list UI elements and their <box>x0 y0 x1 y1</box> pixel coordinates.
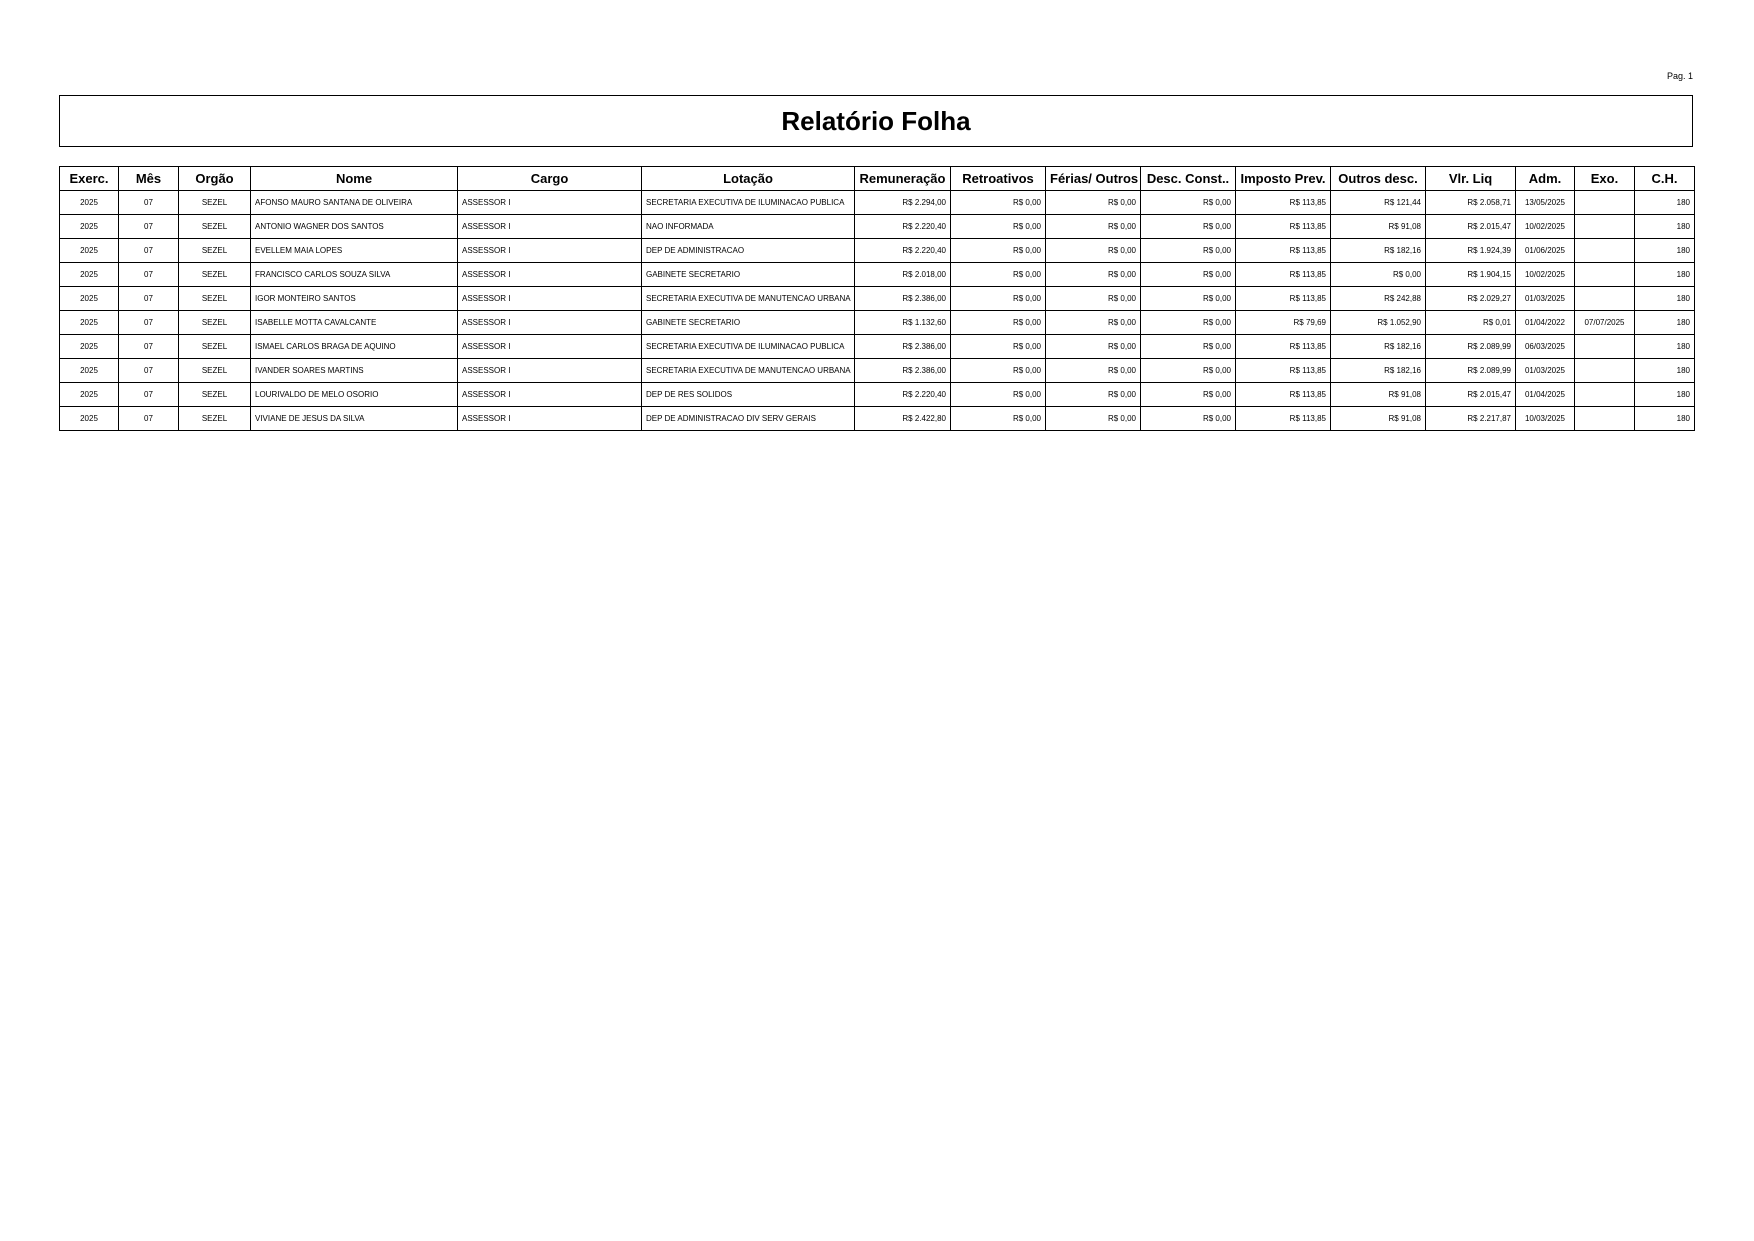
cell-ch: 180 <box>1635 335 1695 359</box>
cell-exerc: 2025 <box>60 239 119 263</box>
cell-imposto-prev: R$ 113,85 <box>1236 335 1331 359</box>
cell-retroativos: R$ 0,00 <box>951 215 1046 239</box>
cell-cargo: ASSESSOR I <box>458 383 642 407</box>
cell-ferias-outros: R$ 0,00 <box>1046 383 1141 407</box>
cell-ferias-outros: R$ 0,00 <box>1046 335 1141 359</box>
table-row <box>60 383 1695 407</box>
report-title: Relatório Folha <box>781 105 971 136</box>
cell-exerc: 2025 <box>60 215 119 239</box>
cell-cargo: ASSESSOR I <box>458 335 642 359</box>
cell-cargo: ASSESSOR I <box>458 263 642 287</box>
cell-ferias-outros: R$ 0,00 <box>1046 311 1141 335</box>
cell-remuneracao: R$ 2.220,40 <box>855 239 951 263</box>
cell-orgao: SEZEL <box>179 311 251 335</box>
table-row <box>60 263 1695 287</box>
cell-lotacao: SECRETARIA EXECUTIVA DE MANUTENCAO URBANA <box>642 359 855 383</box>
cell-adm: 10/02/2025 <box>1516 263 1575 287</box>
cell-imposto-prev: R$ 113,85 <box>1236 359 1331 383</box>
cell-exo: 07/07/2025 <box>1575 311 1635 335</box>
cell-retroativos: R$ 0,00 <box>951 359 1046 383</box>
cell-mes: 07 <box>119 215 179 239</box>
cell-outros-desc: R$ 1.052,90 <box>1331 311 1426 335</box>
cell-retroativos: R$ 0,00 <box>951 191 1046 215</box>
cell-retroativos: R$ 0,00 <box>951 311 1046 335</box>
cell-orgao: SEZEL <box>179 239 251 263</box>
cell-vlr-liq: R$ 0,01 <box>1426 311 1516 335</box>
cell-lotacao: DEP DE ADMINISTRACAO <box>642 239 855 263</box>
cell-retroativos: R$ 0,00 <box>951 239 1046 263</box>
cell-lotacao: NAO INFORMADA <box>642 215 855 239</box>
cell-remuneracao: R$ 1.132,60 <box>855 311 951 335</box>
cell-mes: 07 <box>119 239 179 263</box>
cell-nome: VIVIANE DE JESUS DA SILVA <box>251 407 458 431</box>
cell-nome: FRANCISCO CARLOS SOUZA SILVA <box>251 263 458 287</box>
cell-orgao: SEZEL <box>179 191 251 215</box>
cell-remuneracao: R$ 2.386,00 <box>855 287 951 311</box>
cell-lotacao: DEP DE RES SOLIDOS <box>642 383 855 407</box>
cell-adm: 01/04/2025 <box>1516 383 1575 407</box>
cell-retroativos: R$ 0,00 <box>951 383 1046 407</box>
cell-imposto-prev: R$ 113,85 <box>1236 191 1331 215</box>
cell-cargo: ASSESSOR I <box>458 311 642 335</box>
cell-ch: 180 <box>1635 311 1695 335</box>
cell-cargo: ASSESSOR I <box>458 287 642 311</box>
cell-remuneracao: R$ 2.018,00 <box>855 263 951 287</box>
cell-imposto-prev: R$ 113,85 <box>1236 263 1331 287</box>
cell-nome: EVELLEM MAIA LOPES <box>251 239 458 263</box>
cell-remuneracao: R$ 2.386,00 <box>855 335 951 359</box>
header-adm: Adm. <box>1516 167 1575 191</box>
cell-ch: 180 <box>1635 287 1695 311</box>
cell-exerc: 2025 <box>60 311 119 335</box>
cell-outros-desc: R$ 182,16 <box>1331 335 1426 359</box>
table-row <box>60 215 1695 239</box>
cell-desc-const: R$ 0,00 <box>1141 383 1236 407</box>
cell-orgao: SEZEL <box>179 407 251 431</box>
cell-retroativos: R$ 0,00 <box>951 263 1046 287</box>
cell-mes: 07 <box>119 359 179 383</box>
header-remuneracao: Remuneração <box>855 167 951 191</box>
cell-outros-desc: R$ 182,16 <box>1331 359 1426 383</box>
cell-adm: 01/06/2025 <box>1516 239 1575 263</box>
cell-vlr-liq: R$ 2.058,71 <box>1426 191 1516 215</box>
table-header-row <box>60 167 1695 191</box>
table-row <box>60 239 1695 263</box>
cell-orgao: SEZEL <box>179 215 251 239</box>
cell-vlr-liq: R$ 2.015,47 <box>1426 383 1516 407</box>
cell-mes: 07 <box>119 191 179 215</box>
cell-vlr-liq: R$ 1.904,15 <box>1426 263 1516 287</box>
header-vlr-liq: Vlr. Liq <box>1426 167 1516 191</box>
cell-ferias-outros: R$ 0,00 <box>1046 215 1141 239</box>
cell-remuneracao: R$ 2.294,00 <box>855 191 951 215</box>
cell-ferias-outros: R$ 0,00 <box>1046 407 1141 431</box>
cell-outros-desc: R$ 121,44 <box>1331 191 1426 215</box>
cell-vlr-liq: R$ 2.015,47 <box>1426 215 1516 239</box>
cell-exerc: 2025 <box>60 191 119 215</box>
cell-vlr-liq: R$ 2.029,27 <box>1426 287 1516 311</box>
cell-ferias-outros: R$ 0,00 <box>1046 287 1141 311</box>
cell-desc-const: R$ 0,00 <box>1141 407 1236 431</box>
cell-outros-desc: R$ 91,08 <box>1331 215 1426 239</box>
cell-exo <box>1575 407 1635 431</box>
cell-exo <box>1575 335 1635 359</box>
cell-desc-const: R$ 0,00 <box>1141 287 1236 311</box>
cell-vlr-liq: R$ 2.089,99 <box>1426 335 1516 359</box>
cell-mes: 07 <box>119 383 179 407</box>
cell-imposto-prev: R$ 113,85 <box>1236 239 1331 263</box>
cell-exo <box>1575 359 1635 383</box>
cell-exo <box>1575 287 1635 311</box>
cell-exo <box>1575 383 1635 407</box>
cell-vlr-liq: R$ 2.089,99 <box>1426 359 1516 383</box>
cell-remuneracao: R$ 2.386,00 <box>855 359 951 383</box>
cell-desc-const: R$ 0,00 <box>1141 215 1236 239</box>
cell-ferias-outros: R$ 0,00 <box>1046 239 1141 263</box>
header-lotacao: Lotação <box>642 167 855 191</box>
cell-lotacao: GABINETE SECRETARIO <box>642 311 855 335</box>
cell-imposto-prev: R$ 79,69 <box>1236 311 1331 335</box>
cell-mes: 07 <box>119 335 179 359</box>
cell-exerc: 2025 <box>60 407 119 431</box>
cell-remuneracao: R$ 2.220,40 <box>855 383 951 407</box>
cell-desc-const: R$ 0,00 <box>1141 239 1236 263</box>
cell-vlr-liq: R$ 1.924,39 <box>1426 239 1516 263</box>
cell-lotacao: SECRETARIA EXECUTIVA DE ILUMINACAO PUBLICA <box>642 191 855 215</box>
cell-lotacao: GABINETE SECRETARIO <box>642 263 855 287</box>
cell-adm: 01/04/2022 <box>1516 311 1575 335</box>
cell-lotacao: SECRETARIA EXECUTIVA DE MANUTENCAO URBANA <box>642 287 855 311</box>
page-number: Pag. 1 <box>1666 71 1693 81</box>
cell-nome: IVANDER SOARES MARTINS <box>251 359 458 383</box>
cell-exerc: 2025 <box>60 287 119 311</box>
cell-adm: 13/05/2025 <box>1516 191 1575 215</box>
header-ferias-outros: Férias/ Outros <box>1046 167 1141 191</box>
report-title-box <box>59 95 1693 147</box>
cell-orgao: SEZEL <box>179 335 251 359</box>
cell-cargo: ASSESSOR I <box>458 239 642 263</box>
cell-desc-const: R$ 0,00 <box>1141 263 1236 287</box>
cell-nome: AFONSO MAURO SANTANA DE OLIVEIRA <box>251 191 458 215</box>
cell-remuneracao: R$ 2.220,40 <box>855 215 951 239</box>
cell-exerc: 2025 <box>60 383 119 407</box>
cell-nome: IGOR MONTEIRO SANTOS <box>251 287 458 311</box>
cell-ch: 180 <box>1635 383 1695 407</box>
cell-nome: LOURIVALDO DE MELO OSORIO <box>251 383 458 407</box>
cell-outros-desc: R$ 0,00 <box>1331 263 1426 287</box>
header-desc-const: Desc. Const.. <box>1141 167 1236 191</box>
cell-imposto-prev: R$ 113,85 <box>1236 215 1331 239</box>
table-row <box>60 335 1695 359</box>
cell-retroativos: R$ 0,00 <box>951 287 1046 311</box>
cell-outros-desc: R$ 182,16 <box>1331 239 1426 263</box>
table-row <box>60 287 1695 311</box>
table-row <box>60 407 1695 431</box>
cell-adm: 10/03/2025 <box>1516 407 1575 431</box>
cell-ferias-outros: R$ 0,00 <box>1046 263 1141 287</box>
cell-vlr-liq: R$ 2.217,87 <box>1426 407 1516 431</box>
cell-outros-desc: R$ 91,08 <box>1331 383 1426 407</box>
header-mes: Mês <box>119 167 179 191</box>
cell-mes: 07 <box>119 311 179 335</box>
cell-adm: 06/03/2025 <box>1516 335 1575 359</box>
payroll-table <box>59 166 1695 431</box>
cell-cargo: ASSESSOR I <box>458 407 642 431</box>
cell-cargo: ASSESSOR I <box>458 359 642 383</box>
cell-exerc: 2025 <box>60 359 119 383</box>
cell-outros-desc: R$ 91,08 <box>1331 407 1426 431</box>
cell-desc-const: R$ 0,00 <box>1141 311 1236 335</box>
cell-mes: 07 <box>119 407 179 431</box>
cell-exerc: 2025 <box>60 263 119 287</box>
cell-ferias-outros: R$ 0,00 <box>1046 191 1141 215</box>
cell-nome: ISMAEL CARLOS BRAGA DE AQUINO <box>251 335 458 359</box>
cell-ch: 180 <box>1635 263 1695 287</box>
cell-exo <box>1575 239 1635 263</box>
cell-orgao: SEZEL <box>179 263 251 287</box>
cell-exo <box>1575 191 1635 215</box>
cell-adm: 10/02/2025 <box>1516 215 1575 239</box>
cell-imposto-prev: R$ 113,85 <box>1236 287 1331 311</box>
cell-ch: 180 <box>1635 215 1695 239</box>
header-ch: C.H. <box>1635 167 1695 191</box>
cell-exo <box>1575 263 1635 287</box>
cell-cargo: ASSESSOR I <box>458 191 642 215</box>
cell-retroativos: R$ 0,00 <box>951 335 1046 359</box>
header-nome: Nome <box>251 167 458 191</box>
cell-ch: 180 <box>1635 407 1695 431</box>
cell-orgao: SEZEL <box>179 359 251 383</box>
cell-desc-const: R$ 0,00 <box>1141 335 1236 359</box>
cell-retroativos: R$ 0,00 <box>951 407 1046 431</box>
cell-desc-const: R$ 0,00 <box>1141 359 1236 383</box>
table-row <box>60 191 1695 215</box>
cell-nome: ISABELLE MOTTA CAVALCANTE <box>251 311 458 335</box>
header-outros-desc: Outros desc. <box>1331 167 1426 191</box>
cell-ch: 180 <box>1635 191 1695 215</box>
header-exo: Exo. <box>1575 167 1635 191</box>
cell-imposto-prev: R$ 113,85 <box>1236 407 1331 431</box>
cell-orgao: SEZEL <box>179 383 251 407</box>
cell-imposto-prev: R$ 113,85 <box>1236 383 1331 407</box>
cell-ch: 180 <box>1635 359 1695 383</box>
cell-lotacao: SECRETARIA EXECUTIVA DE ILUMINACAO PUBLICA <box>642 335 855 359</box>
cell-adm: 01/03/2025 <box>1516 359 1575 383</box>
header-imposto-prev: Imposto Prev. <box>1236 167 1331 191</box>
cell-cargo: ASSESSOR I <box>458 215 642 239</box>
header-retroativos: Retroativos <box>951 167 1046 191</box>
cell-nome: ANTONIO WAGNER DOS SANTOS <box>251 215 458 239</box>
cell-remuneracao: R$ 2.422,80 <box>855 407 951 431</box>
cell-ch: 180 <box>1635 239 1695 263</box>
cell-mes: 07 <box>119 287 179 311</box>
table-row <box>60 311 1695 335</box>
cell-orgao: SEZEL <box>179 287 251 311</box>
cell-exo <box>1575 215 1635 239</box>
header-exerc: Exerc. <box>60 167 119 191</box>
cell-lotacao: DEP DE ADMINISTRACAO DIV SERV GERAIS <box>642 407 855 431</box>
header-orgao: Orgão <box>179 167 251 191</box>
header-cargo: Cargo <box>458 167 642 191</box>
cell-ferias-outros: R$ 0,00 <box>1046 359 1141 383</box>
cell-mes: 07 <box>119 263 179 287</box>
table-row <box>60 359 1695 383</box>
cell-adm: 01/03/2025 <box>1516 287 1575 311</box>
cell-desc-const: R$ 0,00 <box>1141 191 1236 215</box>
cell-outros-desc: R$ 242,88 <box>1331 287 1426 311</box>
cell-exerc: 2025 <box>60 335 119 359</box>
